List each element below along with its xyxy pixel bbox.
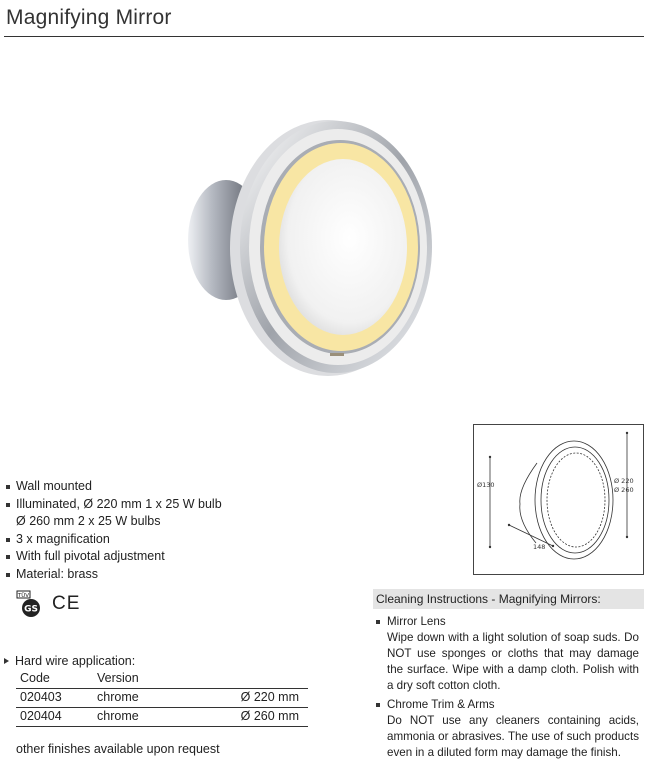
cleaning-item-text: Do NOT use any cleaners containing acids, ammonia or abrasives. The use of such products even in a diluted form may damage the finish. [387, 714, 639, 759]
finishes-note: other finishes available upon request [16, 742, 220, 756]
row-version: chrome [97, 709, 139, 723]
ce-mark: CE [52, 593, 81, 614]
feature-item: With full pivotal adjustment [4, 548, 222, 566]
cleaning-item [373, 697, 639, 761]
cleaning-item [373, 614, 639, 694]
table-row [16, 689, 308, 707]
cleaning-item-name: Mirror Lens [387, 615, 446, 628]
row-version: chrome [97, 690, 139, 704]
tuv-gs-icon [16, 590, 46, 618]
table-header-row [16, 670, 308, 688]
column-header-code: Code [20, 671, 50, 685]
title-divider [4, 36, 644, 37]
product-code-table [16, 670, 308, 727]
feature-item: Material: brass [4, 566, 222, 584]
dim-large-label-2: Ø 260 [614, 486, 634, 494]
certification-marks [16, 590, 80, 618]
technical-drawing [473, 424, 644, 575]
dim-large-label-1: Ø 220 [614, 477, 634, 485]
cleaning-item-name: Chrome Trim & Arms [387, 698, 495, 711]
feature-list [4, 478, 222, 584]
dim-depth-label: 148 [533, 543, 546, 551]
row-size: Ø 260 mm [240, 709, 299, 723]
brand-plate [330, 353, 344, 356]
table-row [16, 708, 308, 726]
triangle-bullet-icon [4, 658, 9, 664]
feature-item-continued: Ø 260 mm 2 x 25 W bulbs [16, 514, 161, 529]
row-code: 020404 [20, 709, 62, 723]
cleaning-instructions-list [373, 614, 639, 764]
product-image [180, 120, 440, 390]
hardwire-heading-text: Hard wire application: [15, 654, 136, 668]
table-rule [16, 726, 308, 727]
cleaning-item-text: Wipe down with a light solution of soap suds. Do NOT use sponges or cloths that may damage the surface. Wipe with a damp cloth. Polish with a dry soft cotton cloth. [387, 631, 639, 692]
svg-text:TÜV: TÜV [17, 593, 30, 599]
column-header-version: Version [97, 671, 139, 685]
mirror-glass [279, 159, 407, 335]
cleaning-instructions-heading: Cleaning Instructions - Magnifying Mirrors: [373, 589, 644, 609]
page-title: Magnifying Mirror [6, 6, 172, 29]
row-code: 020403 [20, 690, 62, 704]
feature-item: 3 x magnification [4, 531, 222, 549]
feature-item: Wall mounted [4, 478, 222, 496]
feature-item: Illuminated, Ø 220 mm 1 x 25 W bulb [4, 496, 222, 514]
svg-text:GS: GS [24, 604, 38, 615]
dim-small-label: Ø130 [477, 481, 495, 489]
dimension-drawing [474, 425, 643, 574]
hardwire-heading [4, 654, 135, 668]
row-size: Ø 220 mm [240, 690, 299, 704]
